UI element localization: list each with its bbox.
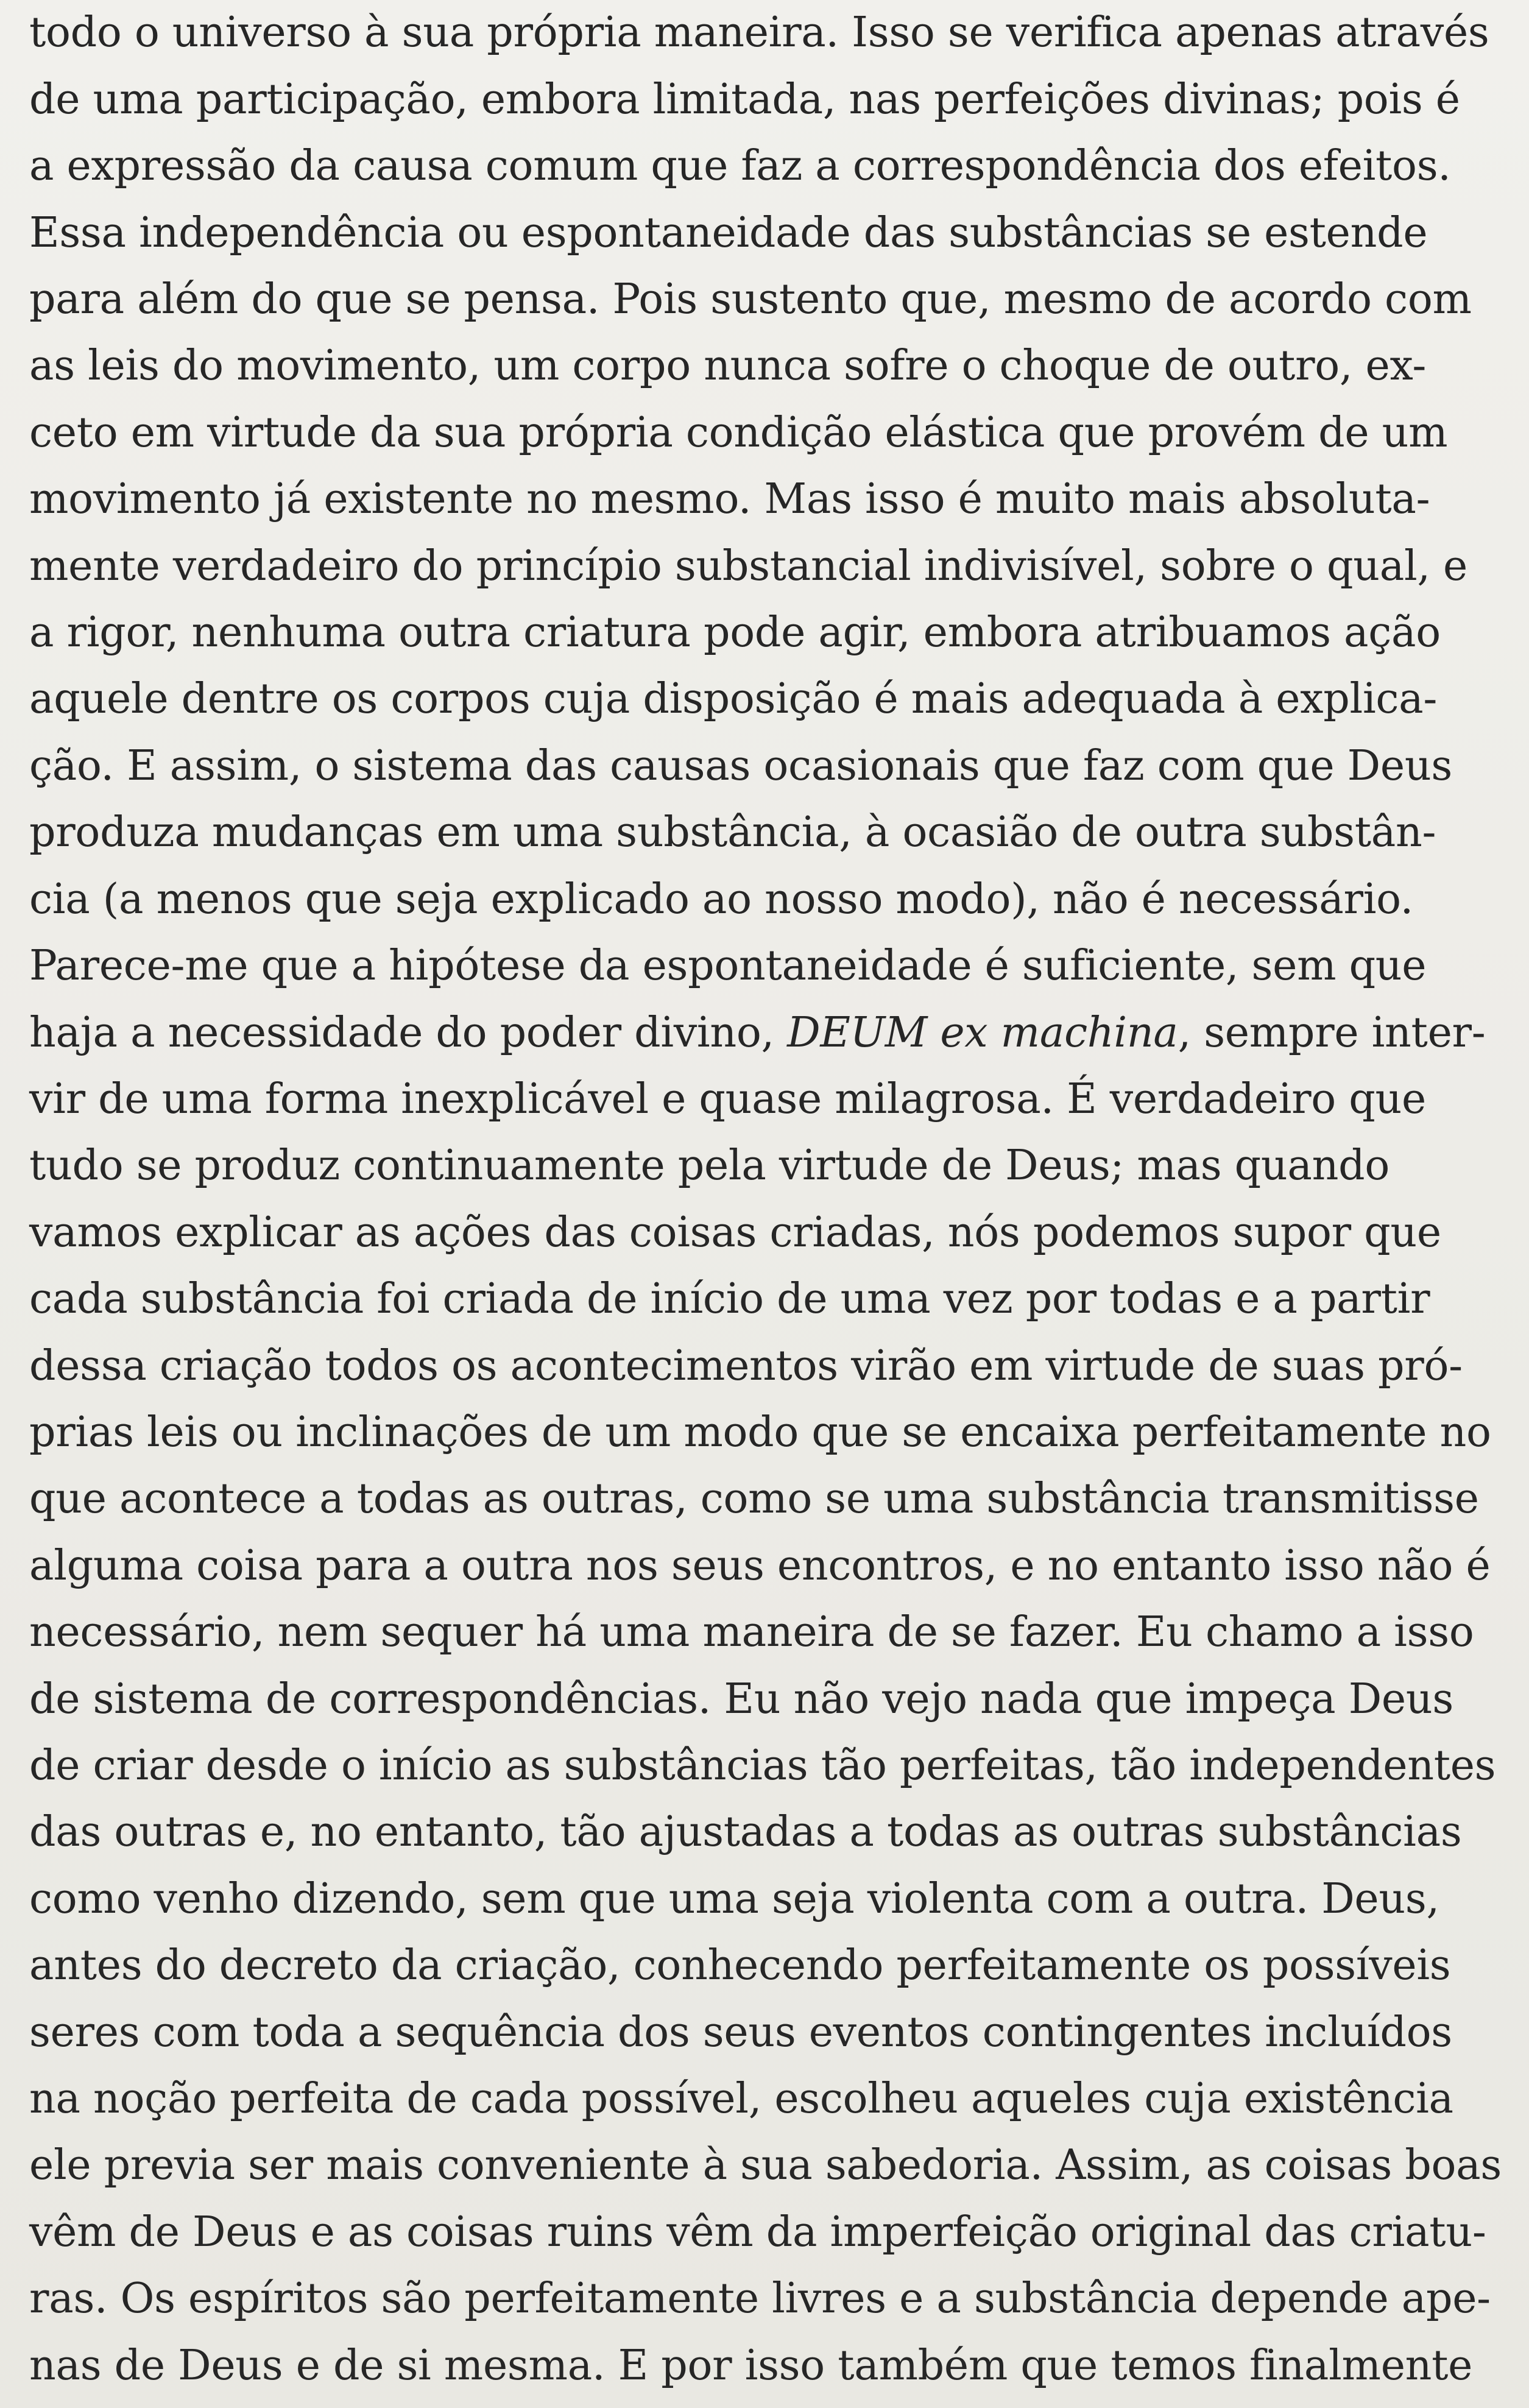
text-line-27: de criar desde o início as substâncias tão perfeitas, tão independentes [29,1742,1496,1790]
text-line-3: a expressão da causa comum que faz a correspondência dos efeitos. [29,142,1451,190]
text-line-17: vir de uma forma inexplicável e quase milagrosa. É verdadeiro que [29,1075,1426,1123]
text-line-33: ele previa ser mais conveniente à sua sabedoria. Assim, as coisas boas [29,2141,1502,2189]
body-text [29,0,1502,2408]
text-line-19: vamos explicar as ações das coisas criadas, nós podemos supor que [29,1209,1441,1257]
text-line-18: tudo se produz continuamente pela virtude de Deus; mas quando [29,1142,1390,1190]
text-line-13: produza mudanças em uma substância, à ocasião de outra substân- [29,808,1436,856]
text-line-23: que acontece a todas as outras, como se uma substância transmitisse [29,1475,1479,1523]
text-line-7: ceto em virtude da sua própria condição elástica que provém de um [29,409,1448,457]
text-line-22: prias leis ou inclinações de um modo que se encaixa perfeitamente no [29,1408,1491,1456]
text-line-6: as leis do movimento, um corpo nunca sofre o choque de outro, ex- [29,342,1427,390]
text-line-15: Parece-me que a hipótese da espontaneidade é suficiente, sem que [29,942,1427,990]
text-line-5: para além do que se pensa. Pois sustento que, mesmo de acordo com [29,275,1472,323]
text-line-4: Essa independência ou espontaneidade das substâncias se estende [29,209,1428,257]
text-line-1: todo o universo à sua própria maneira. Isso se verifica apenas através [29,9,1489,57]
text-line-36: nas de Deus e de si mesma. E por isso também que temos finalmente [29,2342,1473,2390]
text-line-16 [29,1009,1486,1057]
text-line-34: vêm de Deus e as coisas ruins vêm da imperfeição original das criatu- [29,2208,1486,2256]
text-line-25: necessário, nem sequer há uma maneira de se fazer. Eu chamo a isso [29,1608,1474,1656]
text-line-31: seres com toda a sequência dos seus eventos contingentes incluídos [29,2008,1452,2057]
text-line-24: alguma coisa para a outra nos seus encontros, e no entanto isso não é [29,1542,1491,1590]
text-line-11: aquele dentre os corpos cuja disposição é mais adequada à explica- [29,675,1438,723]
italic-phrase: DEUM ex machina [787,1009,1178,1057]
text-line-20: cada substância foi criada de início de uma vez por todas e a partir [29,1275,1430,1323]
text-line-28: das outras e, no entanto, tão ajustadas a todas as outras substâncias [29,1808,1462,1856]
text-line-14: cia (a menos que seja explicado ao nosso modo), não é necessário. [29,875,1413,923]
text-line-21: dessa criação todos os acontecimentos virão em virtude de suas pró- [29,1342,1463,1390]
text-line-9: mente verdadeiro do princípio substancial indivisível, sobre o qual, e [29,542,1467,590]
text-line-10: a rigor, nenhuma outra criatura pode agir, embora atribuamos ação [29,609,1441,657]
text-line-35: ras. Os espíritos são perfeitamente livres e a substância depende ape- [29,2275,1491,2323]
text-line-16-start: haja a necessidade do poder divino, [29,1009,788,1057]
text-line-16-end: , sempre inter- [1178,1009,1486,1057]
text-line-26: de sistema de correspondências. Eu não vejo nada que impeça Deus [29,1675,1453,1723]
text-line-12: ção. E assim, o sistema das causas ocasionais que faz com que Deus [29,742,1452,790]
text-line-8: movimento já existente no mesmo. Mas isso é muito mais absoluta- [29,475,1430,523]
text-line-32: na noção perfeita de cada possível, escolheu aqueles cuja existência [29,2075,1453,2123]
text-line-30: antes do decreto da criação, conhecendo perfeitamente os possíveis [29,1941,1451,1990]
text-line-29: como venho dizendo, sem que uma seja violenta com a outra. Deus, [29,1875,1439,1923]
text-line-2: de uma participação, embora limitada, nas perfeições divinas; pois é [29,76,1460,124]
